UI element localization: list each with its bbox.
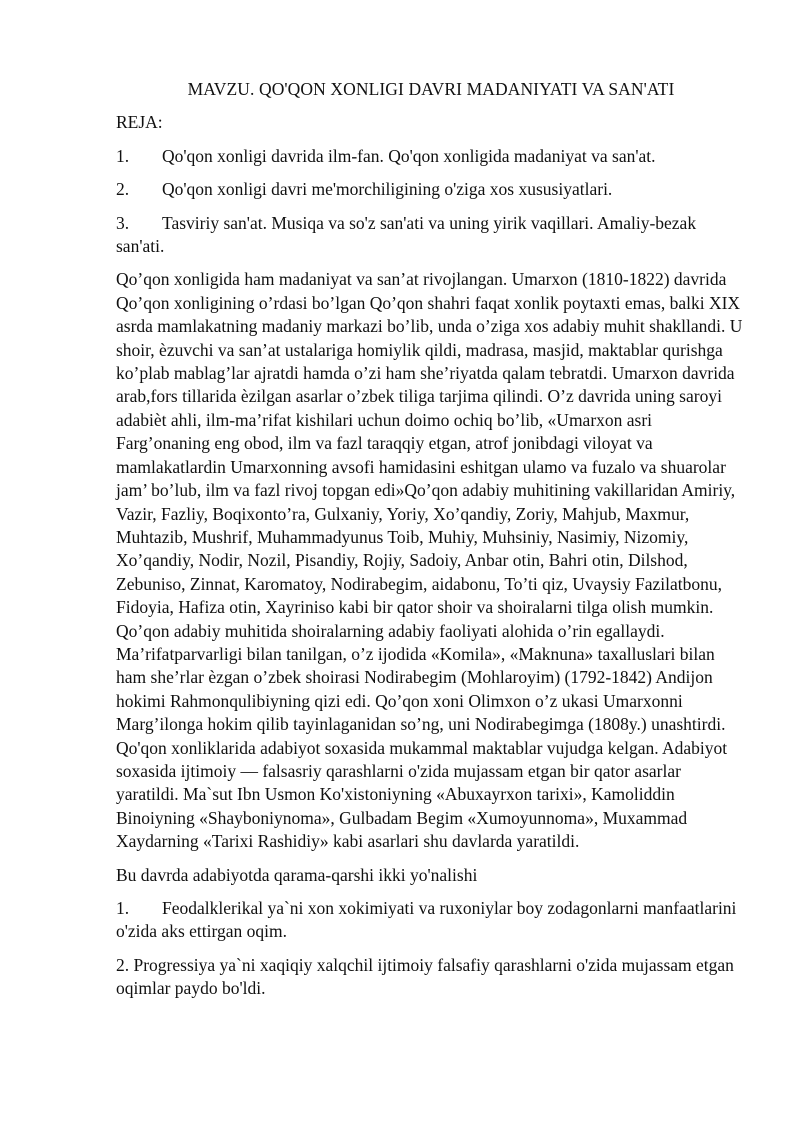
plan-item-number: 2.: [116, 179, 130, 200]
plan-item-number: 1.: [116, 145, 130, 166]
trend-item-number: 1.: [116, 898, 130, 918]
document-page: [116, 78, 746, 1011]
trend-item-2: [116, 954, 746, 1001]
main-paragraph: Qo’qon xonligida ham madaniyat va san’at rivojlangan. Umarxon (1810-1822) davrida Qo’qon xonligining o’rdasi bo’lgan Qo’qon shahri faqat xonlik poytaxti emas, balki XIX asrda mamlakatning madaniy markazi bo’lib, unda o’ziga xos adabiy muhit shakllandi. U shoir, ѐzuvchi va san’at ustalariga homiylik qildi, madrasa, masjid, maktablar qurishga ko’plab mablag’lar ajratdi hamda o’zi ham she’riyatda qalam tebratdi. Umarxon davrida arab,fors tillarida ѐzilgan asarlar o’zbek tiliga tarjima qilindi. O’z davrida uning saroyi adabiѐt ahli, ilm-ma’rifat kishilari uchun doimo ochiq bo’lib, «Umarxon asri Farg’onaning eng obod, ilm va fazl taraqqiy etgan, atrof jonibdagi viloyat va mamlakatlardin Umarxonning avsofi hamidasini eshitgan ulamo va fuzalo va shuarolar jam’ bo’lub, ilm va fazl rivoj topgan edi»Qo’qon adabiy muhitining vakillaridan Amiriy, Vazir, Fazliy, Boqixonto’ra, Gulxaniy, Yoriy, Xo’qandiy, Zoriy, Mahjub, Maxmur, Muhtazib, Mushrif, Muhammadyunus Toib, Muhiy, Muhsiniy, Nasimiy, Nizomiy, Xo’qandiy, Nodir, Nozil, Pisandiy, Rojiy, Sadoiy, Anbar otin, Bahri otin, Dilshod, Zebuniso, Zinnat, Karomatoy, Nodirabegim, aidabonu, To’ti qiz, Uvaysiy Fazilatbonu, Fidoyia, Hafiza otin, Xayriniso kabi bir qator shoir va shoiralarni tilga olish mumkin. Qo’qon adabiy muhitida shoiralarning adabiy faoliyati alohida o’rin egallaydi. Ma’rifatparvarligi bilan tanilgan, o’z ijodida «Komila», «Maknuna» taxalluslari bilan ham she’rlar ѐzgan o’zbek shoirasi Nodirabegim (Mohlaroyim) (1792-1842) Andijon hokimi Rahmonqulibiyning qizi edi. Qo’qon xoni Olimxon o’z ukasi Umarxonni Marg’ilonga hokim qilib tayinlaganidan so’ng, uni Nodirabegimga (1808y.) unashtirdi. Qo'qon xonliklarida adabiyot soxasida mukammal maktablar vujudga kelgan. Adabiyot soxasida ijtimoiy — falsasriy qarashlarni o'zida mujassam etgan bir qator asarlar yaratildi. Ma`sut Ibn Usmon Ko'xistoniyning «Abuxayrxon tarixi», Kamoliddin Binoiyning «Shayboniynoma», Gulbadam Begim «Xumoyunnoma», Muxammad Xaydarning «Tarixi Rashidiy» kabi asarlari shu davlarda yaratildi.: [116, 269, 743, 852]
plan-item-3: [116, 212, 746, 259]
plan-label: REJA:: [116, 112, 163, 133]
plan-item-text: Qo'qon xonligi davrida ilm-fan. Qo'qon xonligida madaniyat va san'at.: [162, 145, 656, 166]
plan-item-1: [116, 145, 746, 168]
plan-item-number: 3.: [116, 212, 130, 233]
document-title: MAVZU. QO'QON XONLIGI DAVRI MADANIYATI VA SAN'ATI: [187, 79, 675, 99]
plan-item-2: [116, 178, 746, 201]
plan-item-text: Tasviriy san'at. Musiqa va so'z san'ati va uning yirik vaqillari. Amaliy-bezak san'ati.: [116, 212, 697, 257]
plan-item-text: Qo'qon xonligi davri me'morchiligining o'ziga xos xususiyatlari.: [162, 179, 613, 200]
trend-intro: Bu davrda adabiyotda qarama-qarshi ikki yo'nalishi: [116, 864, 478, 885]
trend-item-1: [116, 897, 746, 944]
trend-item-text: Progressiya ya`ni xaqiqiy xalqchil ijtimoiy falsafiy qarashlarni o'zida mujassam etgan oqimlar paydo bo'ldi.: [116, 954, 734, 999]
trend-item-number: 2.: [116, 954, 130, 975]
trend-item-text: Feodalklerikal ya`ni xon xokimiyati va ruxoniylar boy zodagonlarni manfaatlarini o'zida aks ettirgan oqim.: [116, 898, 737, 942]
